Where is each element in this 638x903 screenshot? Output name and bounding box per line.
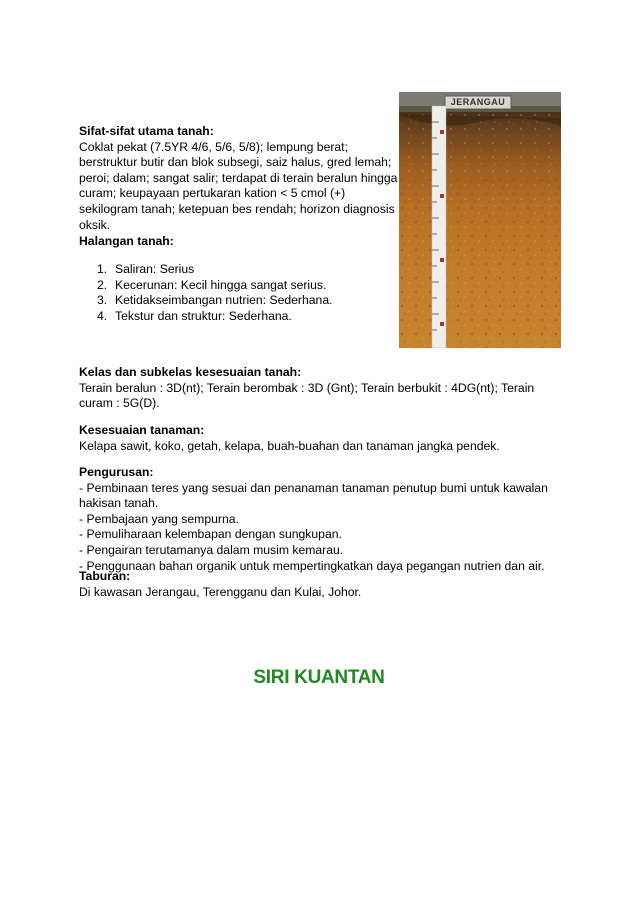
soil-properties-heading: Sifat-sifat utama tanah: (79, 124, 214, 138)
photo-sign-label: JERANGAU (450, 97, 506, 107)
soil-series-title: SIRI KUANTAN (253, 667, 385, 688)
list-item (97, 262, 333, 278)
list-text: Kecerunan: Kecil hingga sangat serius. (115, 277, 327, 292)
crop-suitability-section (79, 423, 500, 454)
management-heading: Pengurusan: (79, 465, 154, 479)
list-item (97, 309, 333, 325)
distribution-section (79, 569, 361, 600)
soil-properties-line: curam; keupayaan pertukaran kation < 5 cmol (+) (79, 186, 346, 201)
list-number: 4. (97, 308, 108, 323)
management-line: - Pembajaan yang sempurna. (79, 511, 239, 526)
management-line: - Penggunaan bahan organik untuk mempertingkatkan daya pegangan nutrien dan air. (79, 558, 545, 573)
management-line: - Pemuliharaan kelembapan dengan sungkupan. (79, 527, 342, 542)
distribution-heading: Taburan: (79, 569, 131, 583)
list-text: Saliran: Serius (115, 262, 195, 276)
list-number: 1. (97, 262, 108, 276)
management-section (79, 465, 548, 574)
distribution-text: Di kawasan Jerangau, Terengganu dan Kulai, Johor. (79, 584, 362, 599)
soil-limitations-heading: Halangan tanah: (79, 234, 174, 248)
list-item (97, 293, 333, 309)
suitability-class-heading: Kelas dan subkelas kesesuaian tanah: (79, 365, 302, 379)
list-item (97, 278, 333, 294)
soil-properties-line: peroi; dalam; sangat salir; terdapat di terain beralun hingga (79, 170, 398, 185)
soil-properties-section (79, 124, 398, 233)
suitability-class-line: curam : 5G(D). (79, 396, 160, 411)
list-number: 2. (97, 277, 108, 292)
list-text: Ketidakseimbangan nutrien: Sederhana. (115, 293, 333, 308)
list-number: 3. (97, 293, 108, 308)
soil-limitations-list (97, 262, 333, 324)
soil-properties-line: Coklat pekat (7.5YR 4/6, 5/6, 5/8); lempung berat; (79, 139, 348, 154)
soil-profile-photo (399, 92, 561, 348)
crop-suitability-text: Kelapa sawit, koko, getah, kelapa, buah-buahan dan tanaman jangka pendek. (79, 438, 500, 453)
soil-properties-line: berstruktur butir dan blok subsegi, saiz halus, gred lemah; (79, 155, 392, 170)
soil-properties-line: sekilogram tanah; ketepuan bes rendah; horizon diagnosis (79, 201, 395, 216)
suitability-class-line: Terain beralun : 3D(nt); Terain berombak : 3D (Gnt); Terain berbukit : 4DG(nt); Terain (79, 380, 535, 395)
suitability-class-section (79, 365, 549, 412)
soil-properties-line: oksik. (79, 217, 111, 232)
crop-suitability-heading: Kesesuaian tanaman: (79, 423, 205, 437)
management-line: - Pengairan terutamanya dalam musim kemarau. (79, 542, 344, 557)
management-line: hakisan tanah. (79, 496, 159, 511)
management-line: - Pembinaan teres yang sesuai dan penanaman tanaman penutup bumi untuk kawalan (79, 480, 548, 495)
list-text: Tekstur dan struktur: Sederhana. (115, 308, 292, 323)
